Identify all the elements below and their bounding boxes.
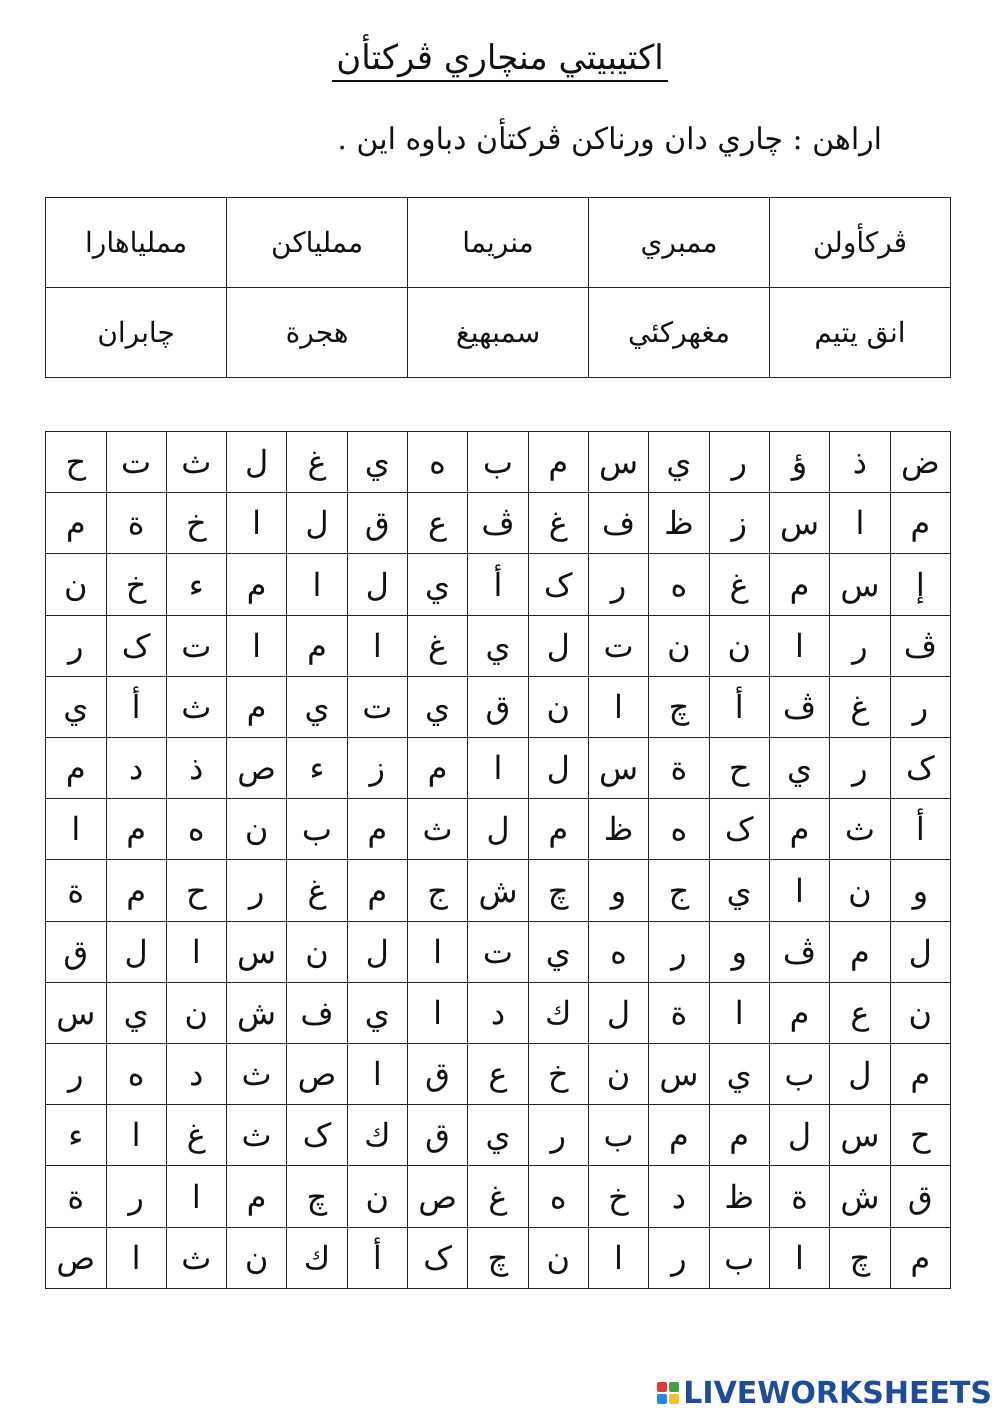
letter-cell[interactable]: ڤ [468,493,528,554]
letter-cell[interactable]: چ [528,860,588,921]
letter-grid-row [46,554,951,615]
letter-cell[interactable]: س [830,554,890,615]
letter-cell[interactable]: أ [468,554,528,615]
word-bank-cell: چابران [46,288,227,378]
letter-cell[interactable]: س [830,1105,890,1166]
letter-cell[interactable]: أ [347,1227,407,1288]
letter-cell[interactable]: ي [468,615,528,676]
letter-cell[interactable]: ث [166,1227,226,1288]
letter-cell[interactable]: ب [287,799,347,860]
letter-cell[interactable]: ص [287,1044,347,1105]
liveworksheets-logo [657,1376,992,1410]
letter-cell[interactable]: خ [106,554,166,615]
letter-cell[interactable]: ح [709,738,769,799]
word-bank-cell: هجرة [227,288,408,378]
letter-cell[interactable]: ص [46,1227,107,1288]
letter-cell[interactable]: ن [528,676,588,737]
word-bank-row [46,198,951,288]
letter-cell[interactable]: ک [106,615,166,676]
letter-cell[interactable]: ع [830,982,890,1043]
letter-cell[interactable]: ي [528,921,588,982]
letter-cell[interactable]: ر [106,1166,166,1227]
letter-cell[interactable]: ل [226,432,286,493]
letter-cell[interactable]: ڤ [890,615,950,676]
letter-cell[interactable]: ک [407,1227,467,1288]
letter-cell[interactable]: ر [528,1105,588,1166]
letter-cell[interactable]: ن [347,1166,407,1227]
letter-cell[interactable]: غ [166,1105,226,1166]
letter-grid-row [46,1227,951,1288]
letter-cell[interactable]: ر [890,676,950,737]
letter-cell[interactable]: ي [407,554,467,615]
worksheet-title [0,36,1000,80]
letter-cell[interactable]: م [287,615,347,676]
letter-cell[interactable]: ث [226,1105,286,1166]
letter-cell[interactable]: م [769,982,829,1043]
letter-cell[interactable]: ا [769,860,829,921]
word-bank-cell: ممبري [588,198,769,288]
letter-grid-row [46,493,951,554]
liveworksheets-logo-text: LIVEWORKSHEETS [683,1375,992,1411]
letter-cell[interactable]: خ [166,493,226,554]
letter-cell[interactable]: ن [226,1227,286,1288]
letter-cell[interactable]: ذ [830,432,890,493]
letter-cell[interactable]: ؤ [769,432,829,493]
letter-cell[interactable]: ظ [588,799,648,860]
word-bank-cell: مملياهارا [46,198,227,288]
word-bank-row [46,288,951,378]
letter-cell[interactable]: ن [46,554,107,615]
letter-cell[interactable]: م [709,1105,769,1166]
letter-cell[interactable]: م [769,799,829,860]
letter-cell[interactable]: م [347,860,407,921]
letter-cell[interactable]: م [46,493,107,554]
letter-cell[interactable]: ل [287,493,347,554]
letter-cell[interactable]: و [890,860,950,921]
letter-cell[interactable]: ل [528,615,588,676]
letter-cell[interactable]: ي [468,1105,528,1166]
letter-cell[interactable]: ن [649,615,709,676]
letter-cell[interactable]: ز [709,493,769,554]
letter-grid-row [46,1166,951,1227]
letter-cell[interactable]: ة [106,493,166,554]
letter-cell[interactable]: ث [830,799,890,860]
letter-grid-row [46,676,951,737]
letter-cell[interactable]: ف [588,493,648,554]
letter-cell[interactable]: غ [468,1166,528,1227]
letter-cell[interactable]: غ [830,676,890,737]
letter-cell[interactable]: ر [709,432,769,493]
letter-cell[interactable]: ل [106,921,166,982]
letter-grid-row [46,1105,951,1166]
letter-cell[interactable]: ز [347,738,407,799]
letter-cell[interactable]: س [46,982,107,1043]
letter-cell[interactable]: ن [588,1044,648,1105]
letter-cell[interactable]: ة [649,982,709,1043]
letter-cell[interactable]: ا [287,554,347,615]
letter-cell[interactable]: ب [769,1044,829,1105]
letter-cell[interactable]: ق [46,921,107,982]
letter-cell[interactable]: ي [287,676,347,737]
letter-cell[interactable]: ك [528,982,588,1043]
letter-grid-row [46,982,951,1043]
letter-cell[interactable]: ا [347,1044,407,1105]
letter-cell[interactable]: غ [709,554,769,615]
letter-cell[interactable]: ش [830,1166,890,1227]
letter-cell[interactable]: ن [528,1227,588,1288]
letter-cell[interactable]: چ [830,1227,890,1288]
worksheet-title-text: اکتيبيتي منچاري ڤرکتأن [332,38,667,82]
letter-cell[interactable]: م [347,799,407,860]
letter-cell[interactable]: ا [106,1105,166,1166]
letter-cell[interactable]: ي [709,1044,769,1105]
letter-cell[interactable]: ت [468,921,528,982]
letter-cell[interactable]: ي [106,982,166,1043]
letter-cell[interactable]: ق [347,493,407,554]
letter-cell[interactable]: ل [588,982,648,1043]
letter-cell[interactable]: ه [106,1044,166,1105]
letter-cell[interactable]: إ [890,554,950,615]
letter-cell[interactable]: س [588,738,648,799]
letter-cell[interactable]: ء [287,738,347,799]
letter-cell[interactable]: ن [226,799,286,860]
word-bank-cell: انق يتيم [770,288,951,378]
letter-grid-row [46,860,951,921]
letter-cell[interactable]: و [588,860,648,921]
letter-cell[interactable]: د [166,1044,226,1105]
letter-cell[interactable]: ك [287,1227,347,1288]
letter-cell[interactable]: ظ [709,1166,769,1227]
logo-square-blue [657,1394,667,1404]
letter-cell[interactable]: م [106,860,166,921]
letter-cell[interactable]: م [226,554,286,615]
letter-cell[interactable]: ص [226,738,286,799]
letter-cell[interactable]: ذ [166,738,226,799]
logo-square-yellow [669,1394,679,1404]
letter-cell[interactable]: ڤ [769,676,829,737]
letter-cell[interactable]: ا [226,615,286,676]
letter-cell[interactable]: ف [287,982,347,1043]
letter-cell[interactable]: ب [588,1105,648,1166]
letter-cell[interactable]: ه [528,1166,588,1227]
word-bank-cell: سمبهيغ [408,288,589,378]
letter-cell[interactable]: ر [226,860,286,921]
letter-cell[interactable]: د [106,738,166,799]
letter-cell[interactable]: م [226,676,286,737]
letter-cell[interactable]: ح [46,432,107,493]
letter-cell[interactable]: ا [407,982,467,1043]
letter-cell[interactable]: ة [769,1166,829,1227]
letter-cell[interactable]: ق [468,676,528,737]
letter-cell[interactable]: ي [347,432,407,493]
letter-grid [45,431,951,1289]
letter-cell[interactable]: ا [166,1166,226,1227]
letter-cell[interactable]: ر [46,615,107,676]
letter-cell[interactable]: ه [649,554,709,615]
letter-cell[interactable]: ع [468,1044,528,1105]
letter-cell[interactable]: ا [769,1227,829,1288]
word-bank-cell: ڤرکأولن [770,198,951,288]
letter-cell[interactable]: ل [890,921,950,982]
letter-cell[interactable]: ا [588,1227,648,1288]
letter-cell[interactable]: ا [769,615,829,676]
letter-cell[interactable]: د [649,1166,709,1227]
letter-cell[interactable]: ا [407,921,467,982]
letter-cell[interactable]: ا [226,493,286,554]
letter-cell[interactable]: ک [287,1105,347,1166]
letter-cell[interactable]: ه [166,799,226,860]
letter-grid-row [46,1044,951,1105]
letter-cell[interactable]: ل [769,1105,829,1166]
letter-cell[interactable]: غ [528,493,588,554]
letter-cell[interactable]: ج [649,860,709,921]
letter-grid-row [46,799,951,860]
letter-grid-row [46,921,951,982]
letter-cell[interactable]: أ [890,799,950,860]
logo-square-green [669,1382,679,1392]
letter-cell[interactable]: خ [588,1166,648,1227]
letter-cell[interactable]: ن [709,615,769,676]
letter-cell[interactable]: ت [588,615,648,676]
letter-cell[interactable]: ل [347,921,407,982]
letter-cell[interactable]: ب [709,1227,769,1288]
letter-cell[interactable]: غ [287,860,347,921]
letter-cell[interactable]: م [890,1044,950,1105]
letter-cell[interactable]: ن [890,982,950,1043]
letter-cell[interactable]: س [588,432,648,493]
letter-cell[interactable]: س [649,1044,709,1105]
word-bank-cell: منريما [408,198,589,288]
letter-cell[interactable]: ت [166,615,226,676]
letter-cell[interactable]: م [528,799,588,860]
letter-cell[interactable]: و [709,921,769,982]
letter-cell[interactable]: ة [46,1166,107,1227]
word-bank-cell: مملياکن [227,198,408,288]
letter-cell[interactable]: ه [407,432,467,493]
letter-cell[interactable]: ة [46,860,107,921]
letter-cell[interactable]: ق [407,1105,467,1166]
letter-cell[interactable]: ظ [649,493,709,554]
letter-cell[interactable]: ل [528,738,588,799]
letter-cell[interactable]: م [830,921,890,982]
letter-cell[interactable]: م [890,1227,950,1288]
letter-cell[interactable]: ك [347,1105,407,1166]
letter-cell[interactable]: ي [649,432,709,493]
worksheet-instruction: اراهن : چاري دان ورناکن ڤرکتأن دباوه اين . [337,122,882,157]
letter-cell[interactable]: ن [830,860,890,921]
letter-cell[interactable]: غ [407,615,467,676]
letter-cell[interactable]: ش [468,860,528,921]
letter-cell[interactable]: ق [407,1044,467,1105]
letter-cell[interactable]: ن [287,921,347,982]
letter-cell[interactable]: م [649,1105,709,1166]
letter-cell[interactable]: ي [407,676,467,737]
letter-cell[interactable]: ر [649,921,709,982]
letter-cell[interactable]: ث [166,676,226,737]
letter-cell[interactable]: ي [46,676,107,737]
letter-cell[interactable]: م [407,738,467,799]
letter-grid-row [46,432,951,493]
letter-cell[interactable]: ي [347,982,407,1043]
letter-cell[interactable]: ث [407,799,467,860]
liveworksheets-logo-icon [657,1382,679,1404]
letter-cell[interactable]: ي [709,860,769,921]
letter-cell[interactable]: س [769,493,829,554]
letter-cell[interactable]: ر [830,615,890,676]
letter-cell[interactable]: ر [588,554,648,615]
letter-cell[interactable]: ء [166,554,226,615]
letter-cell[interactable]: ا [830,493,890,554]
logo-square-red [657,1382,667,1392]
letter-cell[interactable]: ا [468,738,528,799]
letter-cell[interactable]: ه [649,799,709,860]
letter-cell[interactable]: ل [468,799,528,860]
letter-cell[interactable]: م [106,799,166,860]
letter-cell[interactable]: أ [709,676,769,737]
letter-cell[interactable]: م [226,1166,286,1227]
letter-cell[interactable]: س [226,921,286,982]
letter-cell[interactable]: غ [287,432,347,493]
letter-cell[interactable]: ک [709,799,769,860]
letter-cell[interactable]: ص [407,1166,467,1227]
letter-cell[interactable]: ح [890,1105,950,1166]
letter-cell[interactable]: ث [166,432,226,493]
letter-cell[interactable]: ض [890,432,950,493]
letter-cell[interactable]: م [769,554,829,615]
letter-cell[interactable]: أ [106,676,166,737]
word-bank-table [45,197,951,378]
letter-cell[interactable]: م [890,493,950,554]
letter-cell[interactable]: ا [709,982,769,1043]
letter-cell[interactable]: ر [649,1227,709,1288]
letter-cell[interactable]: ل [347,554,407,615]
letter-cell[interactable]: ه [588,921,648,982]
word-bank-cell: مغهرکئي [588,288,769,378]
letter-cell[interactable]: ا [166,921,226,982]
letter-cell[interactable]: ق [890,1166,950,1227]
letter-cell[interactable]: ر [830,738,890,799]
letter-cell[interactable]: ج [407,860,467,921]
letter-cell[interactable]: م [528,432,588,493]
letter-cell[interactable]: ت [106,432,166,493]
letter-cell[interactable]: م [46,738,107,799]
letter-cell[interactable]: ش [226,982,286,1043]
letter-cell[interactable]: ء [46,1105,107,1166]
letter-cell[interactable]: چ [468,1227,528,1288]
letter-grid-row [46,738,951,799]
letter-grid-row [46,615,951,676]
letter-cell[interactable]: ا [106,1227,166,1288]
letter-cell[interactable]: ل [830,1044,890,1105]
letter-cell[interactable]: چ [649,676,709,737]
letter-cell[interactable]: ث [226,1044,286,1105]
letter-cell[interactable]: ن [166,982,226,1043]
letter-cell[interactable]: ا [588,676,648,737]
letter-cell[interactable]: خ [528,1044,588,1105]
letter-cell[interactable]: ک [528,554,588,615]
letter-cell[interactable]: ب [468,432,528,493]
letter-cell[interactable]: ت [347,676,407,737]
letter-cell[interactable]: ر [46,1044,107,1105]
letter-cell[interactable]: ع [407,493,467,554]
letter-cell[interactable]: ة [649,738,709,799]
letter-cell[interactable]: ي [769,738,829,799]
letter-cell[interactable]: د [468,982,528,1043]
letter-cell[interactable]: ا [46,799,107,860]
letter-cell[interactable]: چ [287,1166,347,1227]
letter-cell[interactable]: ح [166,860,226,921]
letter-cell[interactable]: ا [347,615,407,676]
letter-cell[interactable]: ڤ [769,921,829,982]
letter-cell[interactable]: ک [890,738,950,799]
